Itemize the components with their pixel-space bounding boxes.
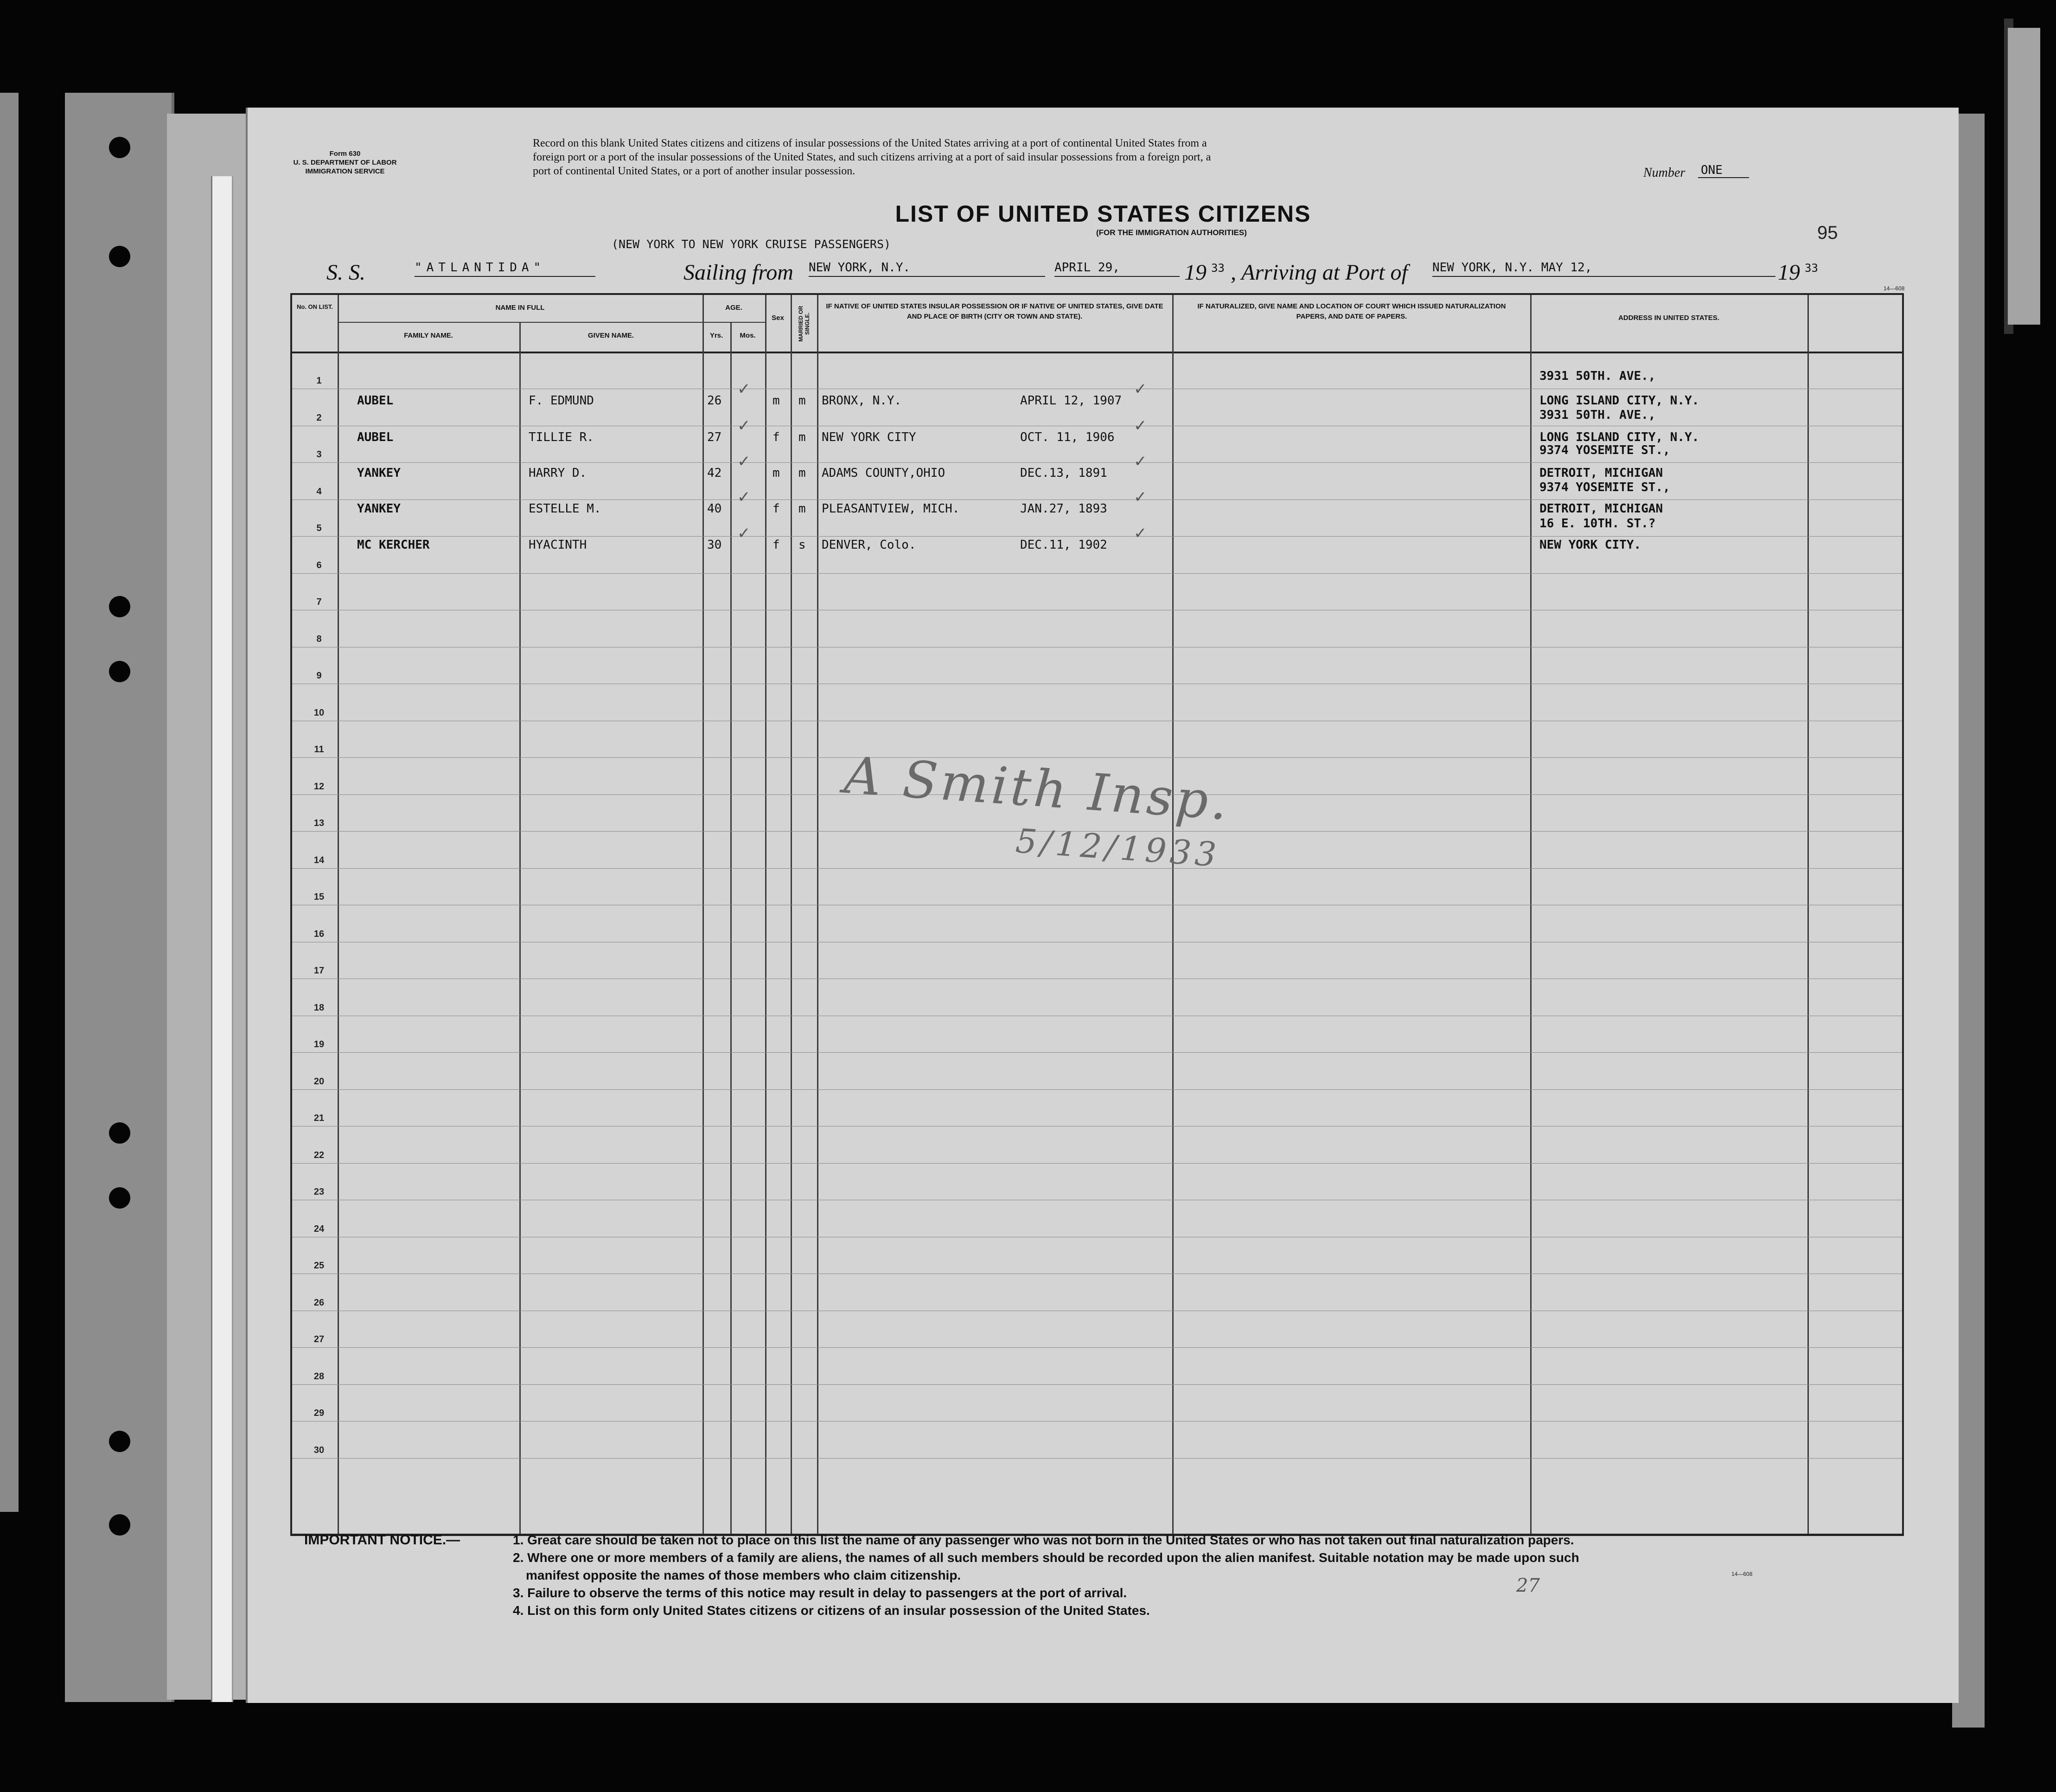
row-number: 18 xyxy=(313,1003,325,1013)
check-mark: ✓ xyxy=(737,380,751,398)
column-rule xyxy=(702,295,704,1534)
passenger-address-line2: LONG ISLAND CITY, N.Y. xyxy=(1539,430,1699,444)
row-number: 20 xyxy=(313,1076,325,1087)
row-number: 3 xyxy=(316,449,322,460)
passenger-birthplace: BRONX, N.Y. xyxy=(822,394,902,408)
passenger-age-years: 27 xyxy=(707,430,722,444)
passenger-address-line2: DETROIT, MICHIGAN xyxy=(1539,466,1663,480)
header-yrs: Yrs. xyxy=(709,332,723,339)
passenger-address-line2: LONG ISLAND CITY, N.Y. xyxy=(1539,394,1699,408)
number-value: ONE xyxy=(1698,163,1749,178)
check-mark: ✓ xyxy=(1134,525,1147,542)
row-number: 1 xyxy=(316,376,322,386)
manifest-page xyxy=(246,108,1959,1703)
passenger-address-line1: 9374 YOSEMITE ST., xyxy=(1539,443,1670,457)
row-number: 11 xyxy=(314,744,324,755)
passenger-birth-date: DEC.13, 1891 xyxy=(1020,466,1107,480)
column-rule xyxy=(791,295,792,1534)
passenger-marital-status: m xyxy=(798,466,806,480)
sailing-date: APRIL 29, xyxy=(1054,261,1180,277)
passenger-marital-status: m xyxy=(798,394,806,408)
ss-label: S. S. xyxy=(326,260,365,285)
column-rule xyxy=(519,323,521,1534)
passenger-birthplace: PLEASANTVIEW, MICH. xyxy=(822,502,960,516)
passenger-given-name: F. EDMUND xyxy=(529,394,594,408)
inspection-date: 5/12/1933 xyxy=(1014,821,1221,875)
passenger-address-line1: 3931 50TH. AVE., xyxy=(1539,369,1656,383)
margin-mark: 27 xyxy=(1516,1575,1540,1596)
row-number: 14 xyxy=(313,855,325,865)
row-number: 29 xyxy=(313,1408,325,1418)
form-identifier xyxy=(287,149,403,176)
row-number: 10 xyxy=(313,708,325,718)
passenger-given-name: HARRY D. xyxy=(529,466,587,480)
passenger-family-name: MC KERCHER xyxy=(357,538,430,552)
far-right-strip xyxy=(2008,28,2040,325)
row-number: 7 xyxy=(316,597,322,607)
row-number: 4 xyxy=(316,486,322,497)
page-stamp: 95 xyxy=(1817,223,1838,243)
sailing-year-prefix: 19 xyxy=(1184,260,1207,285)
column-rule xyxy=(1807,295,1809,1534)
arrival-port: NEW YORK, N.Y. MAY 12, xyxy=(1432,261,1775,277)
passenger-birth-date: APRIL 12, 1907 xyxy=(1020,394,1122,408)
column-rule xyxy=(338,295,339,1534)
left-edge-strip xyxy=(0,93,19,1512)
header-rule xyxy=(292,352,1902,353)
ship-name: "ATLANTIDA" xyxy=(415,261,595,277)
check-mark: ✓ xyxy=(737,417,751,435)
table-row xyxy=(292,1347,1902,1348)
number-label: Number xyxy=(1643,166,1686,180)
inspector-signature: A Smith Insp. xyxy=(842,745,1232,832)
passenger-family-name: AUBEL xyxy=(357,394,394,408)
passenger-age-years: 42 xyxy=(707,466,722,480)
column-rule xyxy=(1172,295,1174,1534)
punch-hole xyxy=(109,137,130,158)
column-rule xyxy=(730,323,732,1534)
punch-hole xyxy=(109,1187,130,1209)
passenger-marital-status: m xyxy=(798,502,806,516)
passenger-age-years: 26 xyxy=(707,394,722,408)
instruction-line: Record on this blank United States citizens and citizens of insular possessions of the United States arriving at a port of continental United States from a xyxy=(533,137,1207,149)
passenger-family-name: AUBEL xyxy=(357,430,394,444)
header-mos: Mos. xyxy=(740,332,756,339)
passenger-birthplace: DENVER, Colo. xyxy=(822,538,916,552)
sailing-port: NEW YORK, N.Y. xyxy=(809,261,1045,277)
header-address: ADDRESS IN UNITED STATES. xyxy=(1618,314,1719,322)
check-mark: ✓ xyxy=(737,488,751,506)
row-number: 30 xyxy=(313,1445,325,1455)
notice-item: 3. Failure to observe the terms of this notice may result in delay to passengers at the port of arrival. xyxy=(513,1586,1127,1600)
header-age: AGE. xyxy=(725,304,742,312)
passenger-birth-date: OCT. 11, 1906 xyxy=(1020,430,1115,444)
binder-strip xyxy=(65,93,174,1702)
department: U. S. DEPARTMENT OF LABOR xyxy=(293,159,397,166)
form-number: Form 630 xyxy=(329,150,361,158)
table-row xyxy=(292,868,1902,869)
table-row xyxy=(292,462,1902,463)
header-place-of-birth: IF NATIVE OF UNITED STATES INSULAR POSSESSION OR IF NATIVE OF UNITED STATES, GIVE DATE AND PLACE OF BIRTH (CITY OR TOWN AND STATE). xyxy=(826,302,1163,320)
row-number: 22 xyxy=(313,1150,325,1160)
passenger-marital-status: m xyxy=(798,430,806,444)
passenger-marital-status: s xyxy=(798,538,806,552)
notice-items xyxy=(513,1531,1848,1619)
instruction-line: foreign port or a port of the insular possessions of the United States, and such citizens arriving at a port of said insular possessions from a foreign port, a xyxy=(533,151,1211,163)
passenger-address-line1: 3931 50TH. AVE., xyxy=(1539,408,1656,422)
check-mark: ✓ xyxy=(1134,488,1147,506)
notice-item: 2. Where one or more members of a family are aliens, the names of all such members should be recorded upon the alien manifest. Suitable notation may be made upon such xyxy=(513,1550,1579,1565)
check-mark: ✓ xyxy=(1134,380,1147,398)
header-sex: Sex xyxy=(772,314,784,322)
cruise-note: (NEW YORK TO NEW YORK CRUISE PASSENGERS) xyxy=(612,237,891,251)
arriving-label: , Arriving at Port of xyxy=(1231,260,1408,285)
passenger-address-line2: DETROIT, MICHIGAN xyxy=(1539,502,1663,516)
table-row xyxy=(292,499,1902,500)
row-number: 27 xyxy=(313,1334,325,1344)
passenger-birth-date: JAN.27, 1893 xyxy=(1020,502,1107,516)
row-number: 19 xyxy=(313,1039,325,1050)
passenger-age-years: 40 xyxy=(707,502,722,516)
passenger-birthplace: NEW YORK CITY xyxy=(822,430,916,444)
arrival-year: 33 xyxy=(1805,262,1818,275)
punch-hole xyxy=(109,1122,130,1144)
page-subtitle: (FOR THE IMMIGRATION AUTHORITIES) xyxy=(1096,228,1247,237)
check-mark: ✓ xyxy=(1134,417,1147,435)
punch-hole xyxy=(109,1514,130,1536)
passenger-given-name: HYACINTH xyxy=(529,538,587,552)
punch-hole xyxy=(109,596,130,617)
passenger-birthplace: ADAMS COUNTY,OHIO xyxy=(822,466,945,480)
passenger-sex: f xyxy=(773,430,780,444)
passenger-family-name: YANKEY xyxy=(357,466,401,480)
row-number: 21 xyxy=(313,1113,325,1123)
column-rule xyxy=(1530,295,1532,1534)
row-number: 23 xyxy=(313,1187,325,1197)
passenger-birth-date: DEC.11, 1902 xyxy=(1020,538,1107,552)
subheader-rule xyxy=(338,322,765,323)
table-row xyxy=(292,1163,1902,1164)
notice-item: 4. List on this form only United States citizens or citizens of an insular possession of the United States. xyxy=(513,1603,1150,1618)
form-instructions xyxy=(533,136,1650,178)
sailing-year: 33 xyxy=(1211,262,1225,275)
passenger-sex: m xyxy=(773,394,780,408)
table-row xyxy=(292,536,1902,537)
check-mark: ✓ xyxy=(737,453,751,470)
passenger-sex: f xyxy=(773,538,780,552)
arrival-year-prefix: 19 xyxy=(1778,260,1800,285)
punch-hole xyxy=(109,246,130,267)
table-row xyxy=(292,1089,1902,1090)
row-number: 16 xyxy=(313,929,325,939)
sailing-label: Sailing from xyxy=(683,260,793,285)
table-row xyxy=(292,1052,1902,1053)
notice-item: 1. Great care should be taken not to place on this list the name of any passenger who was not born in the United States or who has not taken out final naturalization papers. xyxy=(513,1533,1574,1547)
check-mark: ✓ xyxy=(1134,453,1147,470)
passenger-given-name: ESTELLE M. xyxy=(529,502,601,516)
row-number: 24 xyxy=(313,1224,325,1234)
table-row xyxy=(292,757,1902,758)
header-name-in-full: NAME IN FULL xyxy=(495,304,545,312)
punch-hole xyxy=(109,1431,130,1452)
service: IMMIGRATION SERVICE xyxy=(305,167,385,175)
row-number: 26 xyxy=(313,1298,325,1308)
passenger-sex: f xyxy=(773,502,780,516)
row-number: 17 xyxy=(313,966,325,976)
passenger-address-line1: 16 E. 10TH. ST.? xyxy=(1539,517,1656,531)
punch-hole xyxy=(109,661,130,682)
instruction-line: port of continental United States, or a port of another insular possession. xyxy=(533,165,856,177)
passenger-family-name: YANKEY xyxy=(357,502,401,516)
row-number: 28 xyxy=(313,1371,325,1382)
header-given-name: GIVEN NAME. xyxy=(587,332,634,339)
row-number: 5 xyxy=(316,523,322,533)
row-number: 25 xyxy=(313,1261,325,1271)
column-rule xyxy=(817,295,818,1534)
row-number: 13 xyxy=(313,818,325,828)
page-title: LIST OF UNITED STATES CITIZENS xyxy=(895,201,1311,227)
header-no: No. ON LIST. xyxy=(297,303,333,310)
column-rule xyxy=(765,295,766,1534)
page-edge xyxy=(211,176,233,1702)
passenger-address-line2: NEW YORK CITY. xyxy=(1539,538,1641,552)
passenger-sex: m xyxy=(773,466,780,480)
row-number: 15 xyxy=(313,892,325,902)
header-married-single: MARRIED OR SINGLE. xyxy=(798,306,811,342)
form-code: 14—608 xyxy=(1731,1571,1753,1577)
table-row xyxy=(292,1384,1902,1385)
row-number: 8 xyxy=(316,634,322,644)
row-number: 12 xyxy=(313,781,325,792)
header-family-name: FAMILY NAME. xyxy=(404,332,453,339)
passenger-age-years: 30 xyxy=(707,538,722,552)
row-number: 2 xyxy=(316,413,322,423)
row-number: 9 xyxy=(316,671,322,681)
row-number: 6 xyxy=(316,560,322,570)
notice-item: manifest opposite the names of those members who claim citizenship. xyxy=(526,1568,961,1582)
header-naturalized: IF NATURALIZED, GIVE NAME AND LOCATION OF COURT WHICH ISSUED NATURALIZATION PAPERS, AND DATE OF PAPERS. xyxy=(1197,302,1506,320)
notice-label: IMPORTANT NOTICE.— xyxy=(304,1532,460,1548)
passenger-given-name: TILLIE R. xyxy=(529,430,594,444)
passenger-address-line1: 9374 YOSEMITE ST., xyxy=(1539,480,1670,494)
form-code: 14—608 xyxy=(1884,285,1905,292)
table-row xyxy=(292,573,1902,574)
table-row xyxy=(292,1458,1902,1459)
check-mark: ✓ xyxy=(737,525,751,542)
